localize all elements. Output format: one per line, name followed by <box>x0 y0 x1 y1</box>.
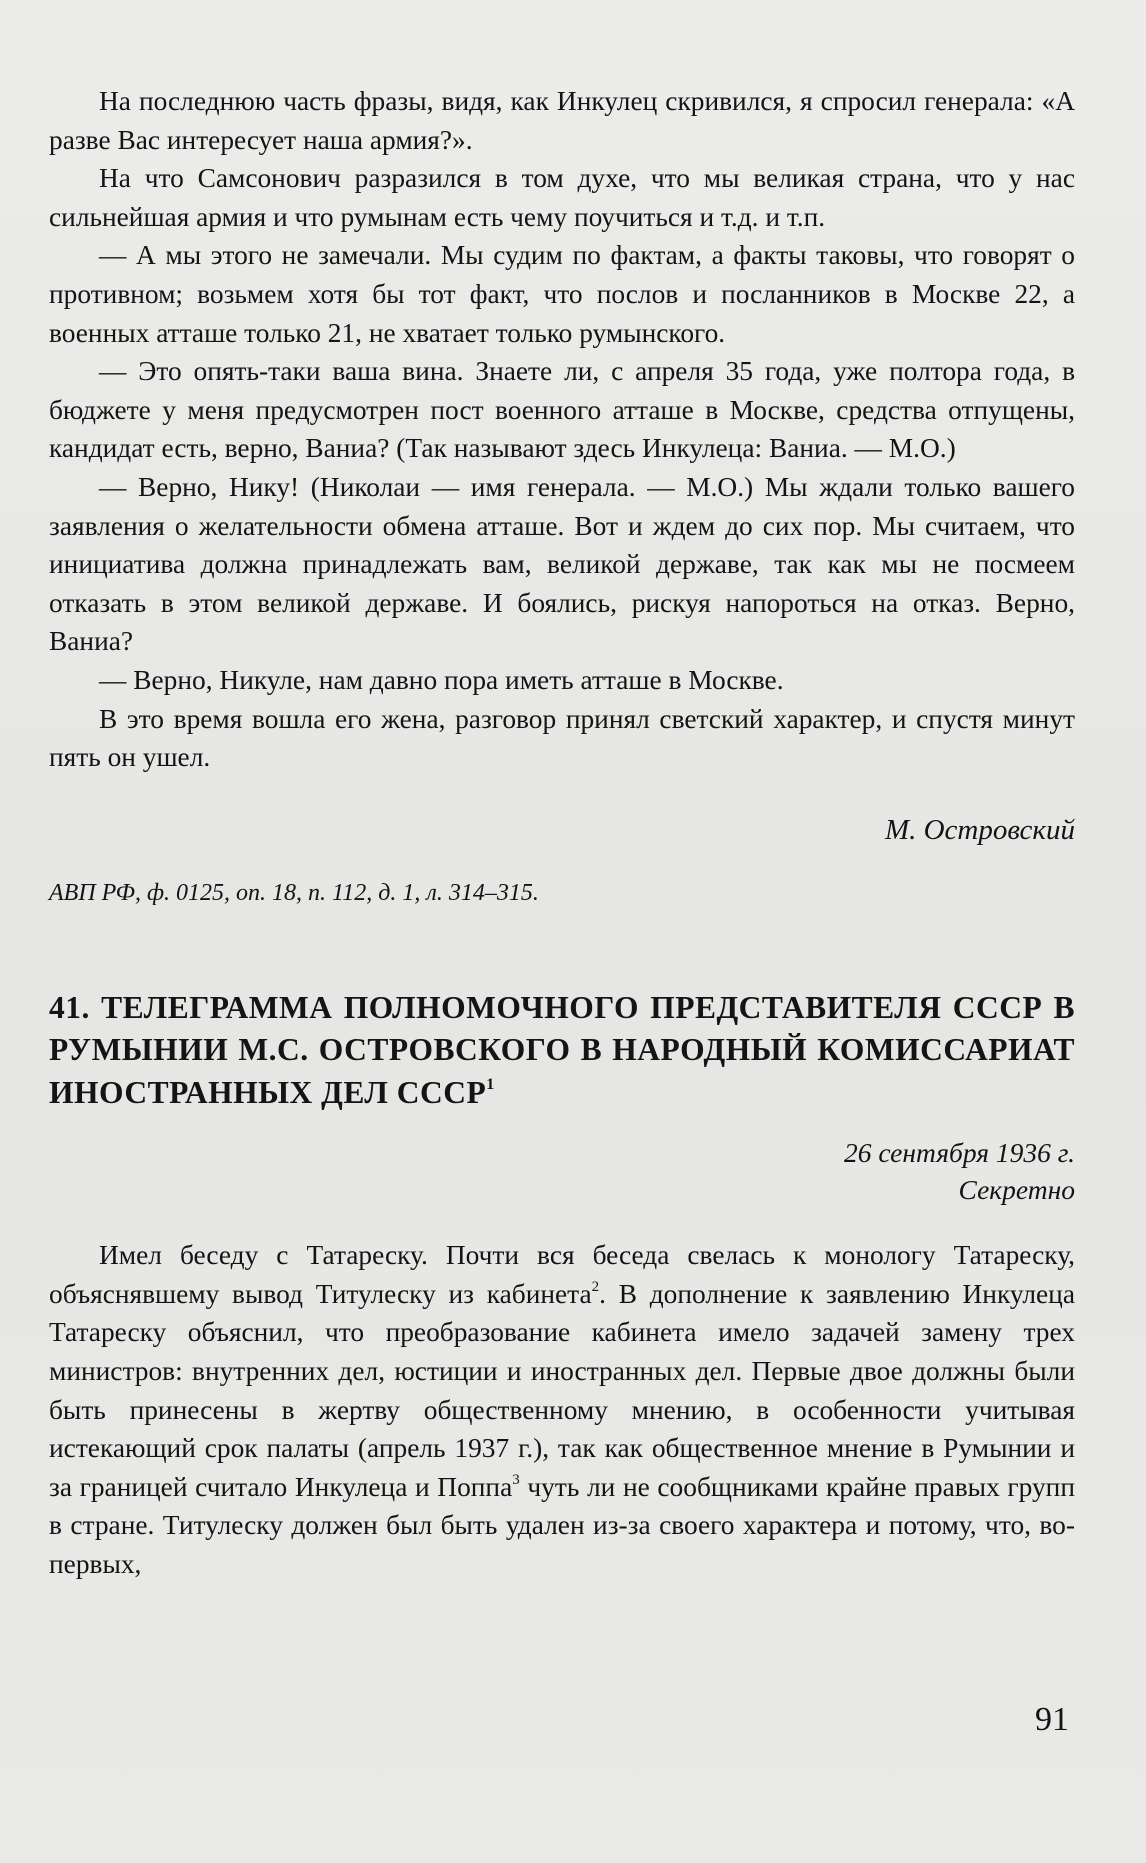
title-footnote-marker: 1 <box>486 1075 495 1093</box>
page-number: 91 <box>1035 1701 1069 1738</box>
letter-paragraph: На последнюю часть фразы, видя, как Инкулец скривился, я спросил генерала: «А разве Вас интересует наша армия?». <box>49 86 1075 155</box>
letter-paragraph: На что Самсонович разразился в том духе, что мы великая страна, что у нас сильнейшая армия и что румынам есть чему поучиться и т.д. и т.п. <box>49 163 1075 232</box>
signature: М. Островский <box>884 813 1075 846</box>
document-title-text: 41. ТЕЛЕГРАММА ПОЛНОМОЧНОГО ПРЕДСТАВИТЕЛЯ СССР В РУМЫНИИ М.С. ОСТРОВСКОГО В НАРОДНЫЙ КОМИССАРИАТ ИНОСТРАННЫХ ДЕЛ СССР <box>49 989 1075 1110</box>
body-text-part3: чуть ли не сообщниками крайне правых групп в стране. Титулеску должен был быть удален из-за своего характера и потому, что, во-первых, <box>49 1471 1075 1579</box>
page-content <box>49 82 1075 1584</box>
archive-reference: АВП РФ, ф. 0125, оп. 18, п. 112, д. 1, л. 314–315. <box>49 879 539 906</box>
footnote-marker: 2 <box>591 1278 600 1295</box>
letter-paragraph: — А мы этого не замечали. Мы судим по фактам, а факты таковы, что говорят о противном; возьмем хотя бы тот факт, что послов и посланников в Москве 22, а военных атташе только 21, не хватает только румынского. <box>49 240 1075 348</box>
letter-paragraph: — Верно, Нику! (Николаи — имя генерала. — М.О.) Мы ждали только вашего заявления о желательности обмена атташе. Вот и ждем до сих пор. Мы считаем, что инициатива должна принадлежать вам, великой державе, так как мы не посмеем отказать в этом великой державе. И боялись, рискуя напороться на отказ. Верно, Ваниа? <box>49 471 1075 657</box>
letter-paragraph: — Это опять-таки ваша вина. Знаете ли, с апреля 35 года, уже полтора года, в бюджете у меня предусмотрен пост военного атташе в Москве, средства отпущены, кандидат есть, верно, Ваниа? (Так называют здесь Инкулеца: Ваниа. — М.О.) <box>49 356 1075 464</box>
document-date: 26 сентября 1936 г. <box>843 1137 1075 1169</box>
document-classification: Секретно <box>958 1174 1075 1206</box>
document-title <box>49 987 1075 1115</box>
letter-paragraph: — Верно, Никуле, нам давно пора иметь атташе в Москве. <box>99 664 784 695</box>
letter-paragraph: В это время вошла его жена, разговор принял светский характер, и спустя минут пять он ушел. <box>49 703 1075 773</box>
body-text-part2: . В дополнение к заявлению Инкулеца Татареску объяснил, что преобразование кабинета имело задачей замену трех министров: внутренних дел, юстиции и иностранных дел. Первые двое должны были быть принесены в жертву общественному мнению, в особенности учитывая истекающий срок палаты (апрель 1937 г.), так как общественное мнение в Румынии и за границей считало Инкулеца и Поппа <box>49 1278 1075 1502</box>
body-text-part1: Имел беседу с Татареску. Почти вся беседа свелась к монологу Татареску, объяснявшему вывод Титулеску из кабинета <box>49 1240 1075 1309</box>
footnote-marker: 3 <box>512 1471 520 1488</box>
document-body-paragraph <box>49 1236 1075 1583</box>
